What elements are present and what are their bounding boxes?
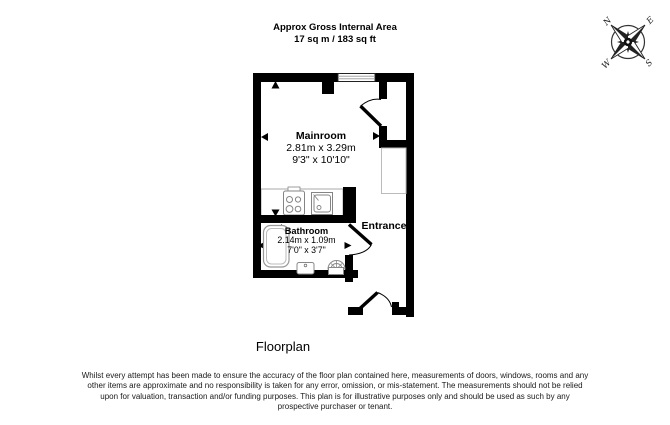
bathroom-dimensions-metric: 2.14m x 1.09m [277,235,336,246]
mainroom-label [251,130,391,166]
window-frame [338,74,375,82]
burner [295,197,300,202]
stove-icon [284,187,305,215]
burner [286,206,293,213]
closet-door-leaf [361,106,382,126]
arrow-up-icon [272,81,280,89]
burner [287,197,293,203]
toilet-cistern [329,268,344,275]
kitchen-sink-icon [312,193,333,215]
entrance-door-swing-arc [378,293,392,308]
disclaimer-text: Whilst every attempt has been made to ensure the accuracy of the floor plan contained here, measurements of doors, windows, rooms and any other items are approximate and no responsibility is taken for any error, omission, or mis-statement. The measurements should not be relied upon for valuation, transaction and/or funding purposes. This plan is for illustrative purposes only and should be used as such by any prospective purchaser or tenant. [81,371,589,412]
sink-drain [317,206,321,210]
title-line2: 17 sq m / 183 sq ft [294,34,376,45]
bathroom-sink-icon [297,263,314,275]
wall-segment [392,302,399,315]
stove-control-panel [288,187,300,191]
compass-label-north: N [601,15,615,29]
entrance-label: Entrance [361,220,407,232]
wall-segment [253,73,338,82]
sink-faucet [304,264,307,267]
burner [295,206,301,212]
wall-segment [379,82,387,99]
entrance-door-leaf [355,293,378,314]
wall-segment [322,82,334,94]
compass-label-west: W [600,57,614,72]
floorplan-caption: Floorplan [255,339,311,354]
mainroom-dimensions-metric: 2.81m x 3.29m [286,142,356,154]
title-line1: Approx Gross Internal Area [273,22,397,33]
window-icon [338,74,375,82]
mainroom-dimensions-imperial: 9'3" x 10'10" [292,154,350,166]
compass-label-south: S [643,57,656,70]
compass-label-east: E [644,15,657,27]
wall-segment [406,73,414,317]
closet-door-swing-arc [361,99,382,106]
compass-rose-icon [579,0,670,92]
toilet-icon [328,261,345,275]
kitchen-counter [261,187,343,219]
mainroom-name: Mainroom [295,130,347,142]
bathroom-dimensions-imperial: 7'0" x 3'7" [287,244,326,255]
bathroom-name: Bathroom [284,226,329,236]
wall-segment [253,215,353,223]
